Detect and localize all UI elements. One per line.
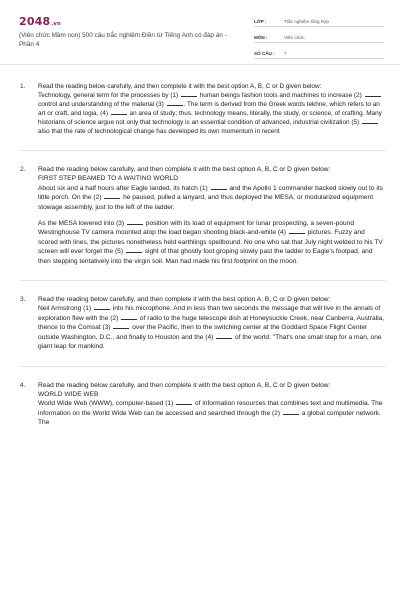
- passage-text: position with its load of equipment for lunar prospecting, a seven-pound Westinghouse TV camera mounted atop the load began shooting black-and-white (4): [38, 220, 354, 237]
- passage-text: of radio to the huge telescope dish at Honeysuckle Creek, near Canberra, Australia, thence to the Comsat (3): [38, 314, 385, 332]
- document-meta: [254, 13, 384, 61]
- passage-text: Technology, general term for the processes by (1): [38, 92, 180, 99]
- question-number: 4.: [20, 381, 26, 389]
- divider: [20, 280, 386, 281]
- question-passage: [38, 304, 386, 351]
- question-prompt: Read the reading below carefully, and then complete it with the best option A, B, C or D given below:: [38, 83, 322, 90]
- question-passage: [38, 219, 386, 266]
- passage-text: also that the rate of technological change has developed its own momentum in recent: [38, 128, 280, 135]
- divider: [20, 150, 386, 151]
- passage-text: Neil Armstrong (1): [38, 305, 93, 313]
- answer-blank: [94, 308, 110, 310]
- answer-blank: [104, 197, 120, 199]
- passage-text: an area of study; thus, technology means, literally, the study, or science, of crafting. Many historians of science argue not only that technology is an essential condition of advanced, industrial civilization (5): [38, 110, 382, 126]
- passage-text: About six and a half hours after Eagle landed, its hatch (1): [38, 184, 210, 192]
- site-logo[interactable]: [19, 15, 61, 28]
- passage-text: human beings fashion tools and machines to increase (2): [197, 92, 364, 99]
- meta-row-question-count: [254, 45, 384, 59]
- meta-row-subject: [254, 29, 384, 43]
- question-body: [38, 295, 386, 351]
- answer-blank: [216, 337, 232, 339]
- answer-blank: [289, 232, 305, 234]
- passage-heading: WORLD WIDE WEB: [38, 390, 99, 398]
- passage-text: pictures. Fuzzy and scored with lines, the pictures nonetheless held earthlings spellbound. No one who sat that July night welded to his TV screen will ever forget the (5): [38, 229, 383, 256]
- answer-blank: [365, 95, 381, 97]
- question-prompt: Read the reading below carefully, and then complete it with the best option A, B, C or D given below:: [38, 381, 331, 389]
- passage-text: control and understanding of the material (3): [38, 101, 166, 108]
- meta-label: LỚP :: [254, 19, 267, 24]
- passage-text: of information resources that combines text and multimedia. The information on the World Wide Web can be accessed and searched through the (2): [38, 400, 383, 417]
- question-item: [20, 295, 386, 351]
- question-item: [20, 381, 386, 428]
- question-passage: [38, 399, 386, 427]
- answer-blank: [167, 104, 183, 106]
- passage-text: over the Pacific, then to the switching center at the Goddard Space Flight Center outside Washington, D.C., and finally to Houston and the (4): [38, 324, 368, 341]
- question-body: [38, 82, 386, 136]
- question-prompt: Read the reading below carefully, and then complete it with the best option A, B, C or D given below:: [38, 296, 331, 304]
- question-passage: [38, 184, 386, 212]
- meta-row-class: [254, 13, 384, 27]
- question-number: 1.: [20, 83, 26, 90]
- answer-blank: [111, 113, 127, 115]
- answer-blank: [181, 95, 197, 97]
- passage-text: World Wide Web (WWW), computer-based (1): [38, 400, 176, 408]
- meta-value: Trắc nghiệm tổng hợp: [284, 19, 329, 24]
- question-passage: [38, 91, 386, 136]
- question-number: 3.: [20, 296, 26, 304]
- question-number: 2.: [20, 166, 26, 173]
- document-title: (Viên chức Mầm non) 500 câu trắc nghiệm Điền từ Tiếng Anh có đáp án - Phần 4: [19, 32, 227, 48]
- passage-text: he paused, pulled a lanyard, and thus deployed the MESA, or modularized equipment stowage assembly, just to the left of the ladder.: [38, 194, 374, 211]
- question-prompt: Read the reading below carefully, and then complete it with the best option A, B, C or D given below:: [38, 166, 331, 173]
- meta-label: SỐ CÂU :: [254, 51, 275, 56]
- passage-heading: FIRST STEP BEAMED TO A WAITING WORLD: [38, 175, 178, 183]
- passage-text: a global computer network. The: [38, 409, 381, 427]
- question-body: [38, 381, 386, 428]
- meta-value: 7: [284, 51, 287, 56]
- passage-text: and the Apollo 1 commander backed slowly out to its little porch. On the (2): [38, 184, 383, 202]
- answer-blank: [113, 327, 129, 329]
- passage-text: of the world: "That's one small step for a man, one giant leap for mankind.: [38, 333, 382, 351]
- question-item: [20, 165, 386, 266]
- question-body: [38, 165, 386, 266]
- passage-text: sight of that ghostly foot groping slowly past the ladder to Eagle's footpad, and then stepping tentatively into the virgin soil. Man had made his first footprint on the moon.: [38, 248, 373, 265]
- page-header: [0, 0, 400, 65]
- divider: [20, 366, 386, 367]
- answer-blank: [121, 318, 137, 320]
- meta-value: Viên chức: [284, 35, 305, 40]
- passage-text: into his microphone. And in less than two seconds the message that will live in the annals of exploration flew with the (2): [38, 305, 381, 322]
- answer-blank: [127, 223, 143, 225]
- answer-blank: [126, 251, 142, 253]
- passage-text: . The term is derived from the Greek words tekhne, which refers to an art or craft, and logia, (4): [38, 101, 380, 117]
- logo-text: 2048: [19, 15, 51, 28]
- answer-blank: [211, 188, 227, 190]
- passage-text: As the MESA lowered into (3): [38, 220, 126, 228]
- answer-blank: [362, 122, 378, 124]
- answer-blank: [176, 403, 192, 405]
- logo-suffix: .vn: [51, 21, 61, 27]
- question-list: [0, 82, 400, 428]
- meta-label: MÔN :: [254, 35, 268, 40]
- question-item: [20, 82, 386, 136]
- answer-blank: [283, 413, 299, 415]
